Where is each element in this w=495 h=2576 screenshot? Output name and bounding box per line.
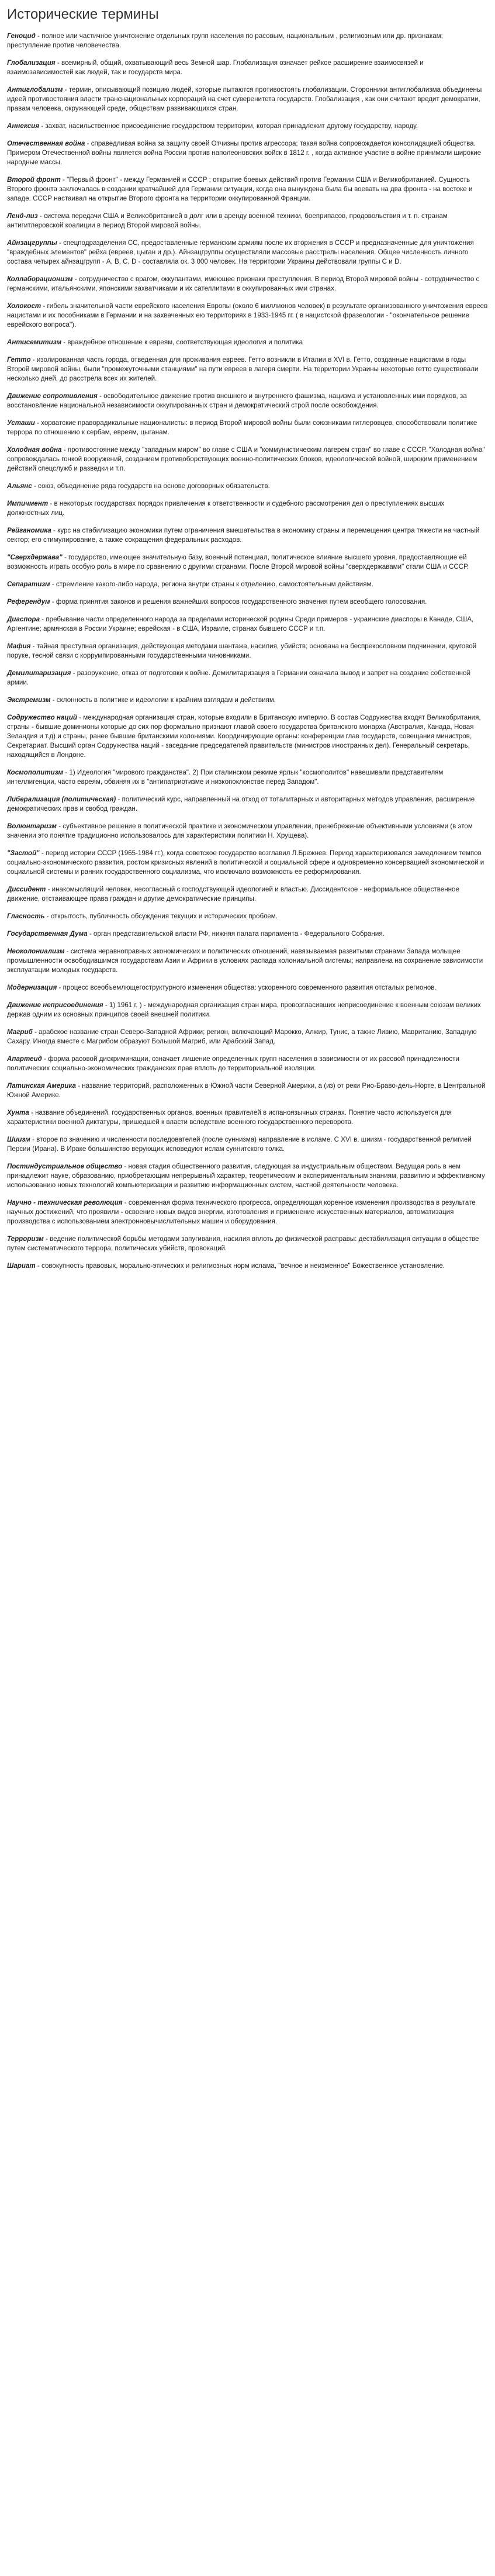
- glossary-definition: - субъективное решение в политической практике и экономическом управлении, пренебрежение объективными условиями (в этом значении это понятие традиционно использовалось для характеристики политики Н. Хрущева).: [7, 822, 473, 839]
- glossary-term: Холокост: [7, 302, 41, 310]
- glossary-term: Коллаборационизм: [7, 275, 73, 283]
- glossary-definition: - всемирный, общий, охватывающий весь Земной шар. Глобализация означает рейкое расширение взаимосвязей и взаимозависимостей как людей, так и государств мира.: [7, 59, 424, 76]
- glossary-term: "Сверхдержава": [7, 554, 63, 561]
- glossary-entry: [7, 355, 488, 383]
- glossary-entry: [7, 1001, 488, 1019]
- glossary-definition: - система передачи США и Великобританией в долг или в аренду военной техники, боеприпасов, продовольствия и т. п. странам антигитлеровской коалиции в период Второй мировой войны.: [7, 212, 448, 229]
- glossary-definition: - враждебное отношение к евреям, соответствующая идеология и политика: [61, 338, 303, 346]
- glossary-term: Ленд-лиз: [7, 212, 38, 220]
- glossary-term: Отечественная война: [7, 140, 85, 147]
- glossary-definition: - 1) Идеология "мирового гражданства". 2) При сталинском режиме ярлык "космополитов" навешивали представителям интеллигенции, часто евреям, обвиняя их в "антипатриотизме и низкопоклонстве перед Западом".: [7, 769, 444, 786]
- glossary-entry: [7, 499, 488, 518]
- glossary-entry: [7, 1108, 488, 1127]
- glossary-definition: - инакомыслящий человек, несогласный с господствующей идеологией и властью. Диссидентское - неформальное общественное движение, отстаивающее права граждан и другие демократические принципы.: [7, 886, 459, 903]
- glossary-definition: - открытость, публичность обсуждения текущих и исторических проблем.: [44, 912, 278, 920]
- glossary-definition: - разоружение, отказ от подготовки к войне. Демилитаризация в Германии означала вывод и запрет на создание собственной армии.: [7, 669, 470, 686]
- glossary-term: Шиизм: [7, 1136, 30, 1143]
- glossary-term: Импичмент: [7, 500, 49, 507]
- glossary-definition: - стремление какого-либо народа, региона внутри страны к отделению, самостоятельным действиям.: [50, 580, 373, 588]
- glossary-entry: [7, 929, 488, 939]
- glossary-definition: - совокупность правовых, морально-этических и религиозных норм ислама, "вечное и неизменное" Божественное установление.: [35, 1262, 445, 1270]
- glossary-term: Движение сопротивления: [7, 392, 98, 400]
- glossary-definition: - название объединений, государственных органов, военных правителей в испаноязычных странах. Понятие часто используется для характеристики военной диктатуры, пришедшей к власти вследствие военного государственного переворота.: [7, 1109, 452, 1126]
- glossary-entry: [7, 1198, 488, 1226]
- glossary-entry: [7, 58, 488, 77]
- glossary-definition: - период истории СССР (1965-1984 гг.), когда советское государство возглавил Л.Брежнев. Период характеризовался замедлением темпов социально-экономического развития, ростом кризисных явлений в политической и социальной сфере и одновременно консервацией экономической и социальной системы и ранних государственного социализма, что исключало возможность ее реформирования.: [7, 849, 484, 876]
- glossary-definition: - захват, насильственное присоединение государством территории, которая принадлежит другому государству, народу.: [39, 122, 418, 130]
- glossary-entry: [7, 696, 488, 705]
- glossary-entry: [7, 302, 488, 330]
- glossary-entry: [7, 122, 488, 131]
- glossary-definition: - второе по значению и численности последователей (после суннизма) направление в исламе. С XVI в. шиизм - государственной религией Персии (Ирана). В Ираке большинство верующих исповедуют ислам суннитского толка.: [7, 1136, 472, 1153]
- glossary-entry: [7, 212, 488, 230]
- glossary-definition: - форма принятия законов и решения важнейших вопросов государственного значения путем всеобщего голосования.: [50, 598, 427, 606]
- glossary-definition: - политический курс, направленный на отход от тоталитарных и авторитарных методов управления, расширение демократических прав и свобод граждан.: [7, 796, 475, 812]
- glossary-definition: - гибель значительной части еврейского населения Европы (около 6 миллионов человек) в результате организованного уничтожения евреев нацистами и их пособниками в Германии и на захваченных ею территориях в 1933-1945 гг. ( в нацистской фразеологии - "окончательное решение еврейского вопроса").: [7, 302, 488, 329]
- glossary-entry: [7, 1028, 488, 1046]
- glossary-entry: [7, 526, 488, 545]
- glossary-term: Аннексия: [7, 122, 40, 130]
- glossary-definition: - хорватские праворадикальные националисты: в период Второй мировой войны были союзниками гитлеровцев, способствовали политике террора по отношению к сербам, евреям, цыганам.: [7, 419, 477, 436]
- glossary-term: Движение неприсоединения: [7, 1001, 103, 1009]
- page-title: Исторические термины: [7, 6, 159, 22]
- glossary-entry: [7, 768, 488, 787]
- glossary-definition: - ведение политической борьбы методами запугивания, насилия вплоть до физической расправы: дестабилизация ситуации в обществе путем систематического террора, политических убийств, провокаций.: [7, 1235, 479, 1252]
- glossary-term: Диссидент: [7, 886, 46, 893]
- glossary-definition: - справедливая война за защиту своей Отчизны против агрессора; такая война сопровождается консолидацией общества. Примером Отечественной войны является война России против наполеоновских войск в 1812 г. , когда активное участие в войне принимали широкие народные массы.: [7, 140, 482, 166]
- glossary-term: Экстремизм: [7, 696, 51, 704]
- glossary-term: Научно - техническая революция: [7, 1199, 123, 1206]
- glossary-entry: [7, 392, 488, 410]
- glossary-definition: - курс на стабилизацию экономики путем ограничения вмешательства в экономику страны и перемещения центра тяжести на частный сектор; его стимулирование, а также сокращения федеральных расходов.: [7, 527, 480, 544]
- glossary-term: Айнзацгруппы: [7, 239, 57, 247]
- glossary-definition: - склонность в политике и идеологии к крайним взглядам и действиям.: [50, 696, 276, 704]
- glossary-entry: [7, 795, 488, 814]
- glossary-term: Холодная война: [7, 446, 62, 454]
- glossary-term: Латинская Америка: [7, 1082, 76, 1090]
- glossary-entry: [7, 713, 488, 760]
- glossary-entry: [7, 419, 488, 437]
- glossary-entry: [7, 642, 488, 661]
- glossary-entry: [7, 1081, 488, 1100]
- glossary-definition: - государство, имеющее значительную базу, военный потенциал, политическое влияние высшего уровня, предоставляющие ей возможность играть особую роль в мире по сравнению с другими странами. После Второй мировой войны "сверхдержавами" стали США и СССР.: [7, 554, 469, 570]
- glossary-entry: [7, 669, 488, 687]
- glossary-definition: - форма расовой дискриминации, означает лишение определенных групп населения в зависимости от их расовой принадлежности политических социально-экономических гражданских прав вплоть до территориальной изоляции.: [7, 1055, 459, 1072]
- glossary-term: Государственная Дума: [7, 930, 88, 938]
- glossary-definition: - название территорий, расположенных в Южной части Северной Америки, а (из) от реки Рио-Браво-дель-Норте, в Центральной Южной Америке.: [7, 1082, 486, 1099]
- glossary-term: Геноцид: [7, 32, 36, 40]
- glossary-term: Мафия: [7, 642, 31, 650]
- glossary-definition: - освободительное движение против внешнего и внутреннего фашизма, нацизма и установленных ими порядков, за восстановление национальной независимости оккупированных стран и демократический строй после освобождения.: [7, 392, 467, 409]
- glossary-entry: [7, 615, 488, 634]
- glossary-entry: [7, 1261, 488, 1271]
- glossary-definition: - современная форма технического прогресса, определяющая коренное изменения производства в результате научных достижений, что проявили - освоение новых видов энергии, изготовления и применение искусственных материалов, автоматизация производства с использованием электронновычислительных машин и оборудования.: [7, 1199, 476, 1225]
- glossary-entry: [7, 482, 488, 491]
- glossary-entry: [7, 32, 488, 50]
- glossary-entry: [7, 822, 488, 841]
- glossary-entry: [7, 597, 488, 607]
- glossary-entry: [7, 1135, 488, 1154]
- glossary-term: Апартеид: [7, 1055, 42, 1063]
- glossary-entry: [7, 338, 488, 347]
- glossary-term: Терроризм: [7, 1235, 44, 1243]
- glossary-definition: - в некоторых государствах порядок привлечения к ответственности и судебного рассмотрения дел о преступлениях высших должностных лиц.: [7, 500, 445, 517]
- glossary-term: Магриб: [7, 1028, 33, 1036]
- glossary-term: Содружество наций: [7, 714, 77, 721]
- glossary-term: Космополитизм: [7, 769, 64, 776]
- glossary-entry: [7, 580, 488, 589]
- glossary-entry: [7, 85, 488, 113]
- glossary-term: Гласность: [7, 912, 45, 920]
- glossary-definition: - союз, объединение ряда государств на основе договорных обязательств.: [32, 482, 270, 490]
- glossary-definition: - система неравноправных экономических и политических отношений, навязываемая развитыми странами Запада мольщее промышленности освободившимся государствам Азии и Африки в условиях распада колониальной системы; направлена на сохранение зависимости эксплуатации молодых государств.: [7, 948, 483, 974]
- glossary: [7, 32, 488, 1271]
- glossary-entry: [7, 1235, 488, 1253]
- glossary-term: Альянс: [7, 482, 32, 490]
- glossary-term: Гетто: [7, 356, 31, 364]
- glossary-term: Глобализация: [7, 59, 56, 67]
- glossary-definition: - арабское название стран Северо-Западной Африки; регион, включающий Марокко, Алжир, Тунис, а также Ливию, Мавританию, Западную Сахару. Иногда вместе с Магрибом образуют Большой Магриб, или Арабский Запад.: [7, 1028, 477, 1045]
- glossary-entry: [7, 1054, 488, 1073]
- glossary-term: Второй фронт: [7, 176, 61, 184]
- glossary-definition: - "Первый фронт" - между Германией и СССР ; открытие боевых действий против Германии США и Великобританией. Сущность Второго фронта заключалась в создании кратчайшей для Германии ситуации, когда она вынуждена была бы воевать на два фронта - на востоке и западе. СССР настаивал на открытие Второго фронта на территории оккупированной Франции.: [7, 176, 473, 202]
- glossary-definition: - полное или частичное уничтожение отдельных групп населения по расовым, национальным , религиозным или др. признакам; преступление против человечества.: [7, 32, 443, 49]
- glossary-entry: [7, 139, 488, 167]
- glossary-term: Волюнтаризм: [7, 822, 57, 830]
- glossary-term: Диаспора: [7, 616, 40, 623]
- glossary-term: "Застой": [7, 849, 40, 857]
- glossary-definition: - изолированная часть города, отведенная для проживания евреев. Гетто возникли в Италии в XVI в. Гетто, созданные нацистами в годы Второй мировой войны, были "промежуточными станциями" на пути евреев в лагеря смерти. На территории Украины некоторые гетто существовали несколько дней, до расстрела всех их жителей.: [7, 356, 479, 382]
- glossary-definition: - орган представительской власти РФ, нижняя палата парламента - Федерального Собрания.: [87, 930, 385, 938]
- glossary-term: Либерализация (политическая): [7, 796, 116, 803]
- glossary-entry: [7, 553, 488, 572]
- glossary-entry: [7, 849, 488, 877]
- glossary-entry: [7, 1162, 488, 1190]
- glossary-definition: - спецподразделения СС, предоставленные германским армиям после их вторжения в СССР и предназначенные для уничтожения "враждебных элементов" рейха (евреев, цыган и др.). Айнзацгруппы осуществляли массовые расстрелы населения. Общее численность личного состава четырех айнзацгрупп - А, В, С, D - составляла ок. 3 000 человек. На территории Украины действовали группы С и D.: [7, 239, 474, 265]
- glossary-term: Постиндустриальное общество: [7, 1163, 123, 1170]
- glossary-term: Демилитаризация: [7, 669, 71, 677]
- glossary-definition: - новая стадия общественного развития, следующая за индустриальным обществом. Ведущая роль в нем принадлежит науке, образованию, приобретающим непрерывный характер, теоретическим и экспериментальным знаниям, развитию и эффективному использованию новых технологий компьютеризации и развитию информационных систем, частной деятельности человека.: [7, 1163, 485, 1189]
- glossary-entry: [7, 275, 488, 293]
- glossary-term: Сепаратизм: [7, 580, 50, 588]
- glossary-term: Модернизация: [7, 984, 57, 991]
- glossary-definition: - 1) 1961 г. ) - международная организация стран мира, провозгласивших неприсоединение к военным союзам великих держав одним из основных принципов своей внешней политики.: [7, 1001, 481, 1018]
- glossary-definition: - международная организация стран, которые входили в Британскую империю. В состав Содружества входят Великобритания, страны - бывшие доминионы которые до сих пор формально признают главой своего государства британского монарха (Австралия, Канада, Новая Зеландия и т.д) и страны, ранее бывшие британскими колониями. Координирующие органы: конференции глав государств, совещания министров, Секретариат. Высший орган Содружества наций - заседание председателей правительств (министров иностранных дел). Генеральный секретарь, находящийся в Лондоне.: [7, 714, 481, 759]
- glossary-entry: [7, 885, 488, 904]
- glossary-term: Антиглобализм: [7, 86, 63, 94]
- glossary-term: Хунта: [7, 1109, 29, 1116]
- glossary-term: Усташи: [7, 419, 35, 427]
- glossary-definition: - сотрудничество с врагом, оккупантами, имеющее признаки преступления. В период Второй мировой войны - сотрудничество с германскими, итальянскими, японскими захватчиками и их сателлитами в оккупированных ими странах.: [7, 275, 480, 292]
- glossary-entry: [7, 238, 488, 267]
- glossary-definition: - пребывание части определенного народа за пределами исторической родины Среди примеров - украинские диаспоры в Канаде, США, Аргентине; армянская в России Украине; еврейская - в США, Израиле, странах бывшего СССР и т.п.: [7, 616, 474, 632]
- glossary-term: Антисемитизм: [7, 338, 62, 346]
- glossary-definition: - противостояние между "западным миром" во главе с США и "коммунистическим лагерем стран" во главе с СССР. "Холодная война" сопровождалась гонкой вооружений, созданием противоборствующих военно-политических блоков, идеологической войной, широким применением действий спецслужб и разведки и т.п.: [7, 446, 485, 472]
- glossary-entry: [7, 175, 488, 203]
- glossary-entry: [7, 445, 488, 473]
- glossary-term: Рейганомика: [7, 527, 51, 534]
- glossary-entry: [7, 947, 488, 975]
- glossary-definition: - термин, описывающий позицию людей, которые пытаются противостоять глобализации. Сторонники антиглобализма объединены идеей противостояния власти транснациональных корпораций на счет суверенитета государств. Глобализация , как они считают вредит демократии, правам человека, окружающей среде, обществам развивающихся стран.: [7, 86, 482, 112]
- glossary-definition: - процесс всеобъемлющегоструктурного изменения общества: ускоренного современного развития отсталых регионов.: [57, 984, 437, 991]
- glossary-term: Шариат: [7, 1262, 36, 1270]
- glossary-term: Референдум: [7, 598, 50, 606]
- glossary-term: Неоколониализм: [7, 948, 65, 955]
- glossary-definition: - тайная преступная организация, действующая методами шантажа, насилия, убийств; основана на беспрекословном подчинении, круговой поруке, тесной связи с коррумпированными государственными чиновниками.: [7, 642, 477, 659]
- glossary-entry: [7, 912, 488, 921]
- glossary-entry: [7, 983, 488, 993]
